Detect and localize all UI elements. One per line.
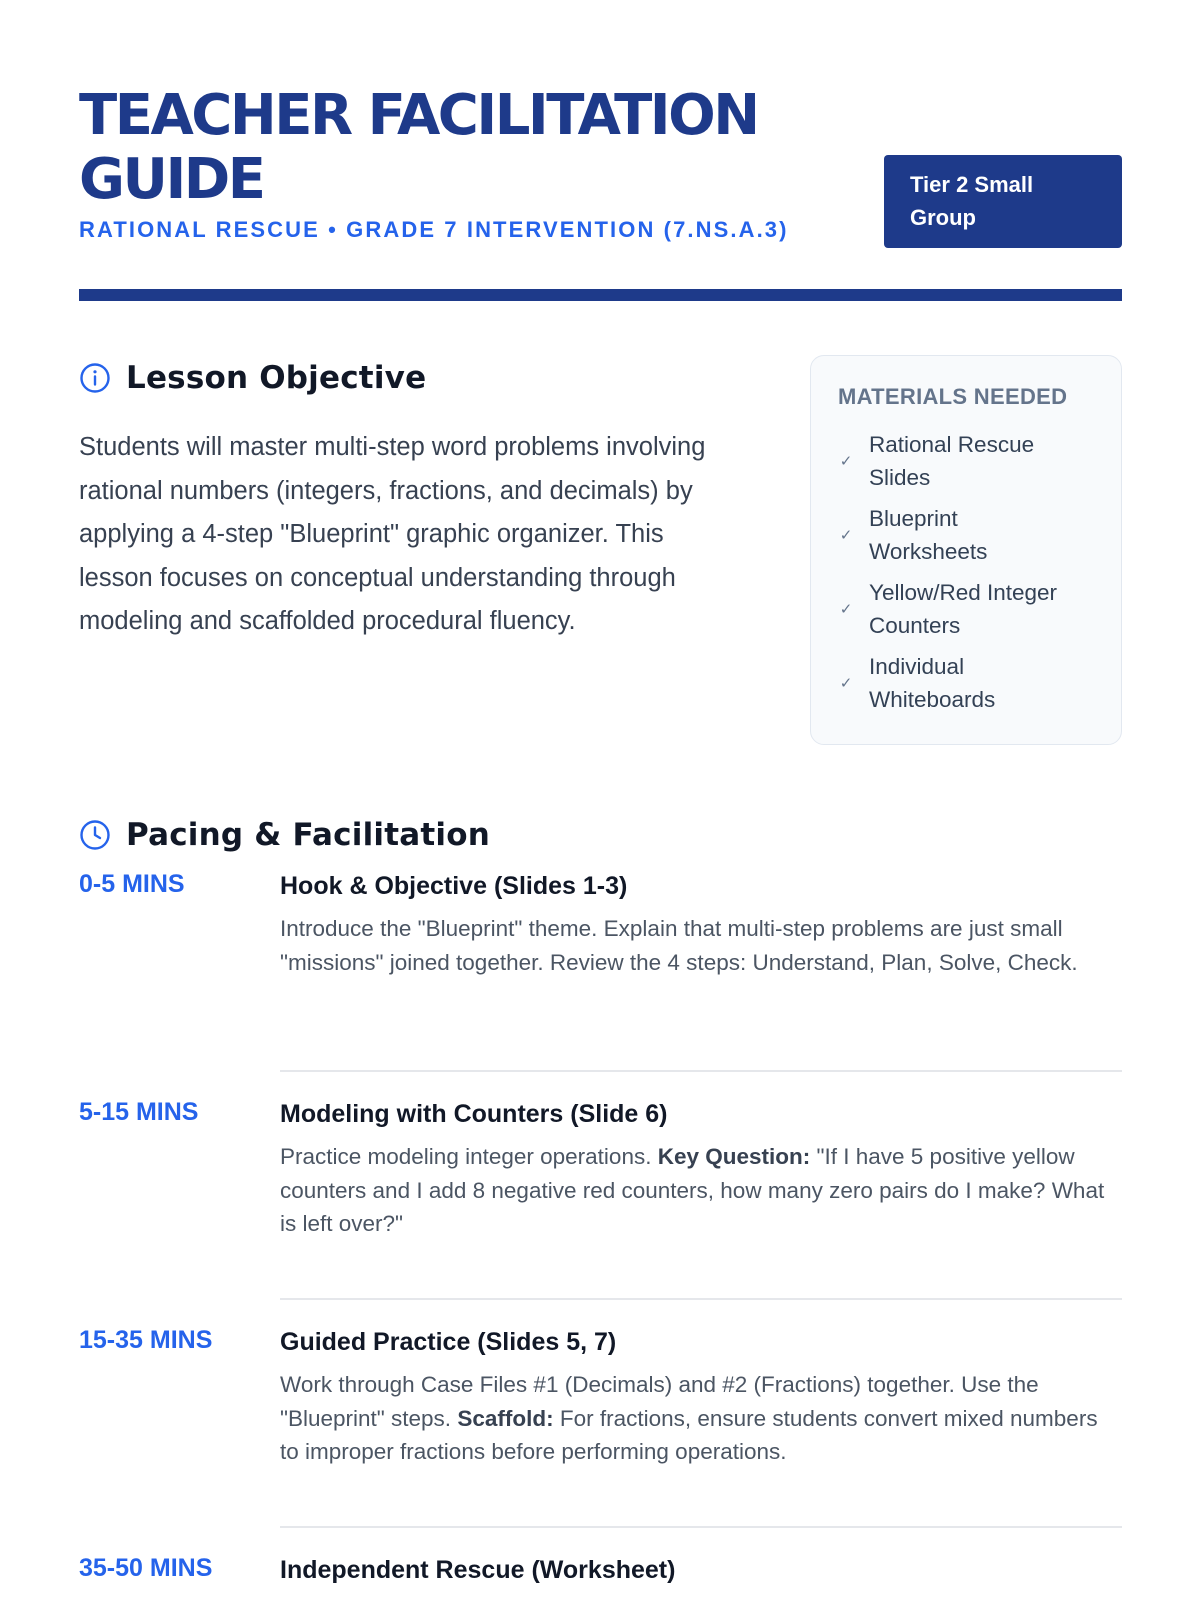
pacing-description-text: For fractions, ensure students convert mixed numbers to improper fractions before performing operations. <box>280 1405 1098 1464</box>
pacing-description-text: Introduce the "Blueprint" theme. Explain that multi-step problems are just small "missions" joined together. Review the 4 steps: Understand, Plan, Solve, Check. <box>280 916 1078 975</box>
pacing-title: Guided Practice (Slides 5, 7) <box>280 1328 617 1356</box>
materials-item-label: Rational Rescue Slides <box>869 432 1035 490</box>
pacing-description <box>280 1140 1122 1241</box>
materials-card <box>810 355 1122 745</box>
materials-heading: MATERIALS NEEDED <box>838 384 1068 409</box>
pacing-description-text: Practice modeling integer operations. <box>280 1144 658 1169</box>
pacing-divider <box>280 1070 1122 1072</box>
pacing-description-text: "If I have 5 positive yellow counters and I add 8 negative red counters, how many zero pairs do I make? What is left over?" <box>280 1144 1105 1236</box>
materials-item <box>838 572 1095 646</box>
lesson-objective-heading: Lesson Objective <box>126 360 427 396</box>
pacing-body <box>280 1326 1122 1469</box>
lesson-objective-header <box>79 358 739 398</box>
check-icon: ✓ <box>839 674 853 692</box>
pacing-body <box>280 870 1122 979</box>
pacing-title: Modeling with Counters (Slide 6) <box>280 1100 668 1128</box>
materials-item-label: Blueprint Worksheets <box>869 506 988 564</box>
page-title: TEACHER FACILITATION GUIDE <box>79 83 758 212</box>
pacing-title: Independent Rescue (Worksheet) <box>280 1556 676 1584</box>
pacing-time: 15-35 MINS <box>79 1326 213 1354</box>
tier-badge: Tier 2 Small Group <box>884 155 1122 248</box>
info-circle-icon <box>79 362 111 394</box>
pacing-title: Hook & Objective (Slides 1-3) <box>280 872 628 900</box>
header-rule <box>79 289 1122 301</box>
pacing-time: 0-5 MINS <box>79 870 185 898</box>
materials-item-label: Individual Whiteboards <box>869 654 996 712</box>
pacing-heading: Pacing & Facilitation <box>126 817 490 853</box>
header <box>79 83 1122 242</box>
pacing-time: 35-50 MINS <box>79 1554 213 1582</box>
lesson-objective-section <box>79 358 739 644</box>
materials-item <box>838 424 1095 498</box>
materials-item <box>838 498 1095 572</box>
pacing-description <box>280 912 1122 979</box>
pacing-time: 5-15 MINS <box>79 1098 199 1126</box>
lesson-objective-text: Students will master multi-step word problems involving rational numbers (integers, fractions, and decimals) by applying a 4-step "Blueprint" graphic organizer. This lesson focuses on conceptual understanding through modeling and scaffolded procedural fluency. <box>79 433 706 635</box>
check-icon: ✓ <box>839 526 853 544</box>
clock-icon <box>79 819 111 851</box>
pacing-description-text: Work through Case Files #1 (Decimals) and #2 (Fractions) together. Use the "Blueprint" steps. <box>280 1372 1039 1431</box>
materials-item <box>838 646 1095 720</box>
pacing-body <box>280 1554 1122 1586</box>
pacing-divider <box>280 1526 1122 1528</box>
check-icon: ✓ <box>839 600 853 618</box>
check-icon: ✓ <box>839 452 853 470</box>
pacing-description-bold: Key Question: <box>657 1144 811 1169</box>
pacing-header <box>79 815 1122 855</box>
materials-item-label: Yellow/Red Integer Counters <box>869 580 1058 638</box>
pacing-description <box>280 1368 1122 1469</box>
pacing-divider <box>280 1298 1122 1300</box>
pacing-section <box>79 815 1122 1584</box>
pacing-body <box>280 1098 1122 1241</box>
pacing-description-bold: Scaffold: <box>457 1405 554 1431</box>
page-subtitle: RATIONAL RESCUE • GRADE 7 INTERVENTION (7.NS.A.3) <box>79 217 789 242</box>
